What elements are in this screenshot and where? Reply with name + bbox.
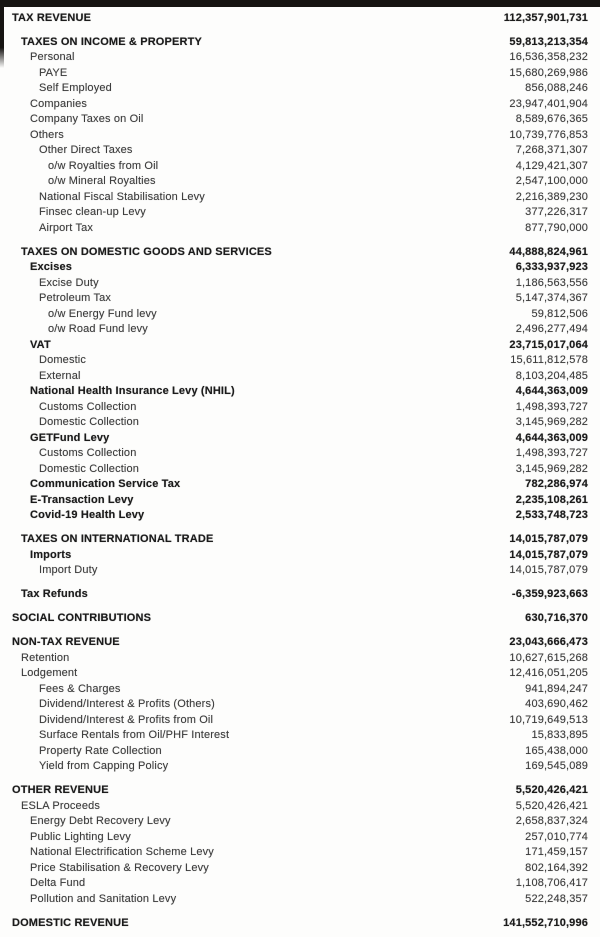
row-label: Airport Tax: [39, 221, 94, 234]
row-label: Customs Collection: [39, 400, 137, 413]
row-value: 165,438,000: [525, 744, 588, 757]
table-row: [0, 712, 588, 728]
row-label: National Health Insurance Levy (NHIL): [30, 385, 235, 398]
table-row: [0, 635, 588, 651]
row-label: Self Employed: [39, 82, 112, 95]
row-label: Dividend/Interest & Profits from Oil: [39, 713, 214, 726]
row-value: 377,226,317: [525, 206, 588, 219]
row-value: -6,359,923,663: [511, 588, 588, 601]
row-value: 15,680,269,986: [509, 66, 588, 79]
row-value: 23,043,666,473: [509, 636, 588, 649]
row-value: 403,690,462: [525, 698, 588, 711]
table-row: [0, 508, 588, 524]
table-row: [0, 127, 588, 143]
row-value: 10,627,615,268: [509, 651, 588, 664]
row-value: 3,145,969,282: [515, 416, 588, 429]
row-value: 8,103,204,485: [515, 369, 588, 382]
table-row: [0, 783, 588, 799]
row-label: Delta Fund: [30, 877, 86, 890]
row-label: Covid-19 Health Levy: [30, 509, 145, 522]
row-value: 2,547,100,000: [515, 175, 588, 188]
table-row: [0, 244, 588, 260]
table-row: [0, 829, 588, 845]
row-label: DOMESTIC REVENUE: [12, 916, 129, 929]
table-row: [0, 96, 588, 112]
row-value: 2,658,837,324: [515, 815, 588, 828]
row-label: National Electrification Scheme Levy: [30, 846, 214, 859]
row-label: TAXES ON DOMESTIC GOODS AND SERVICES: [21, 245, 272, 258]
row-value: 14,015,787,079: [509, 533, 588, 546]
table-row: [0, 876, 588, 892]
table-row: [0, 368, 588, 384]
revenue-table: [0, 7, 600, 931]
row-label: ESLA Proceeds: [21, 799, 100, 812]
row-label: Yield from Capping Policy: [39, 760, 169, 773]
row-value: 1,498,393,727: [515, 400, 588, 413]
row-label: Customs Collection: [39, 447, 137, 460]
table-row: [0, 611, 588, 627]
row-value: 141,552,710,996: [503, 916, 588, 929]
row-label: Energy Debt Recovery Levy: [30, 815, 171, 828]
table-row: [0, 728, 588, 744]
row-value: 8,589,676,365: [515, 113, 588, 126]
table-row: [0, 532, 588, 548]
row-value: 23,715,017,064: [509, 338, 588, 351]
row-value: 1,498,393,727: [515, 447, 588, 460]
row-label: Excises: [30, 261, 73, 274]
row-label: Import Duty: [39, 564, 98, 577]
row-label: Domestic Collection: [39, 462, 140, 475]
row-label: Excise Duty: [39, 276, 99, 289]
table-row: [0, 291, 588, 307]
table-row: [0, 306, 588, 322]
row-value: 877,790,000: [525, 221, 588, 234]
row-value: 16,536,358,232: [509, 51, 588, 64]
row-label: Surface Rentals from Oil/PHF Interest: [39, 729, 230, 742]
row-value: 2,496,277,494: [515, 323, 588, 336]
table-row: [0, 915, 588, 931]
row-value: 14,015,787,079: [509, 564, 588, 577]
row-label: TAXES ON INTERNATIONAL TRADE: [21, 533, 214, 546]
table-row: [0, 65, 588, 81]
table-row: [0, 205, 588, 221]
row-value: 630,716,370: [525, 612, 588, 625]
top-black-bar: [0, 0, 600, 7]
row-label: Domestic Collection: [39, 416, 140, 429]
row-label: Companies: [30, 97, 87, 110]
row-value: 59,812,506: [531, 307, 588, 320]
row-label: Retention: [21, 651, 70, 664]
row-label: Imports: [30, 548, 72, 561]
row-value: 2,235,108,261: [515, 493, 588, 506]
row-label: Finsec clean-up Levy: [39, 206, 146, 219]
table-row: [0, 860, 588, 876]
table-row: [0, 50, 588, 66]
table-row: [0, 446, 588, 462]
row-label: PAYE: [39, 66, 68, 79]
row-value: 10,739,776,853: [509, 128, 588, 141]
row-value: 4,129,421,307: [515, 159, 588, 172]
table-row: [0, 845, 588, 861]
row-label: TAX REVENUE: [12, 11, 92, 24]
row-label: TAXES ON INCOME & PROPERTY: [21, 35, 202, 48]
table-row: [0, 158, 588, 174]
table-row: [0, 34, 588, 50]
row-value: 257,010,774: [525, 830, 588, 843]
row-label: Tax Refunds: [21, 588, 88, 601]
row-label: o/w Royalties from Oil: [48, 159, 159, 172]
row-label: External: [39, 369, 81, 382]
row-value: 169,545,089: [525, 760, 588, 773]
table-row: [0, 220, 588, 236]
table-row: [0, 814, 588, 830]
table-row: [0, 112, 588, 128]
table-row: [0, 461, 588, 477]
row-label: National Fiscal Stabilisation Levy: [39, 190, 205, 203]
row-value: 59,813,213,354: [509, 35, 588, 48]
row-value: 6,333,937,923: [515, 261, 588, 274]
table-row: [0, 174, 588, 190]
table-row: [0, 415, 588, 431]
row-value: 12,416,051,205: [509, 667, 588, 680]
row-value: 171,459,157: [525, 846, 588, 859]
row-label: Public Lighting Levy: [30, 830, 131, 843]
row-label: Company Taxes on Oil: [30, 113, 144, 126]
row-value: 802,164,392: [525, 861, 588, 874]
row-value: 782,286,974: [525, 478, 588, 491]
row-value: 10,719,649,513: [509, 713, 588, 726]
table-row: [0, 143, 588, 159]
row-label: Fees & Charges: [39, 682, 121, 695]
table-row: [0, 477, 588, 493]
row-value: 4,644,363,009: [515, 431, 588, 444]
table-row: [0, 743, 588, 759]
row-label: NON-TAX REVENUE: [12, 636, 120, 649]
row-label: GETFund Levy: [30, 431, 110, 444]
table-row: [0, 384, 588, 400]
table-row: [0, 681, 588, 697]
row-value: 112,357,901,731: [503, 11, 588, 24]
table-row: [0, 430, 588, 446]
table-row: [0, 650, 588, 666]
row-label: VAT: [30, 338, 51, 351]
row-label: Pollution and Sanitation Levy: [30, 892, 177, 905]
table-row: [0, 587, 588, 603]
row-label: OTHER REVENUE: [12, 784, 109, 797]
row-value: 15,833,895: [531, 729, 588, 742]
table-row: [0, 260, 588, 276]
row-label: Petroleum Tax: [39, 292, 112, 305]
row-value: 14,015,787,079: [509, 548, 588, 561]
row-value: 23,947,401,904: [509, 97, 588, 110]
table-row: [0, 798, 588, 814]
row-value: 1,186,563,556: [515, 276, 588, 289]
row-value: 5,520,426,421: [515, 799, 588, 812]
row-label: Domestic: [39, 354, 87, 367]
row-label: Communication Service Tax: [30, 478, 181, 491]
row-label: Personal: [30, 51, 75, 64]
row-label: E-Transaction Levy: [30, 493, 134, 506]
row-label: SOCIAL CONTRIBUTIONS: [12, 612, 152, 625]
table-row: [0, 697, 588, 713]
row-value: 3,145,969,282: [515, 462, 588, 475]
table-row: [0, 563, 588, 579]
row-value: 5,147,374,367: [515, 292, 588, 305]
row-value: 15,611,812,578: [510, 354, 588, 367]
table-row: [0, 399, 588, 415]
row-label: Other Direct Taxes: [39, 144, 133, 157]
table-row: [0, 275, 588, 291]
row-value: 44,888,824,961: [509, 245, 588, 258]
row-value: 1,108,706,417: [515, 877, 588, 890]
row-value: 5,520,426,421: [515, 784, 588, 797]
table-row: [0, 10, 588, 26]
table-row: [0, 666, 588, 682]
table-row: [0, 759, 588, 775]
row-value: 4,644,363,009: [515, 385, 588, 398]
table-row: [0, 322, 588, 338]
table-row: [0, 81, 588, 97]
table-row: [0, 547, 588, 563]
row-label: Price Stabilisation & Recovery Levy: [30, 861, 209, 874]
row-label: Lodgement: [21, 667, 78, 680]
row-value: 2,533,748,723: [515, 509, 588, 522]
row-label: Dividend/Interest & Profits (Others): [39, 698, 215, 711]
table-row: [0, 337, 588, 353]
row-label: o/w Road Fund levy: [48, 323, 148, 336]
row-value: 941,894,247: [525, 682, 588, 695]
row-label: o/w Mineral Royalties: [48, 175, 156, 188]
row-value: 7,268,371,307: [515, 144, 588, 157]
table-row: [0, 492, 588, 508]
row-value: 856,088,246: [525, 82, 588, 95]
row-label: Others: [30, 128, 64, 141]
table-row: [0, 891, 588, 907]
row-value: 522,248,357: [525, 892, 588, 905]
table-row: [0, 353, 588, 369]
row-label: Property Rate Collection: [39, 744, 162, 757]
table-row: [0, 189, 588, 205]
row-value: 2,216,389,230: [515, 190, 588, 203]
row-label: o/w Energy Fund levy: [48, 307, 157, 320]
